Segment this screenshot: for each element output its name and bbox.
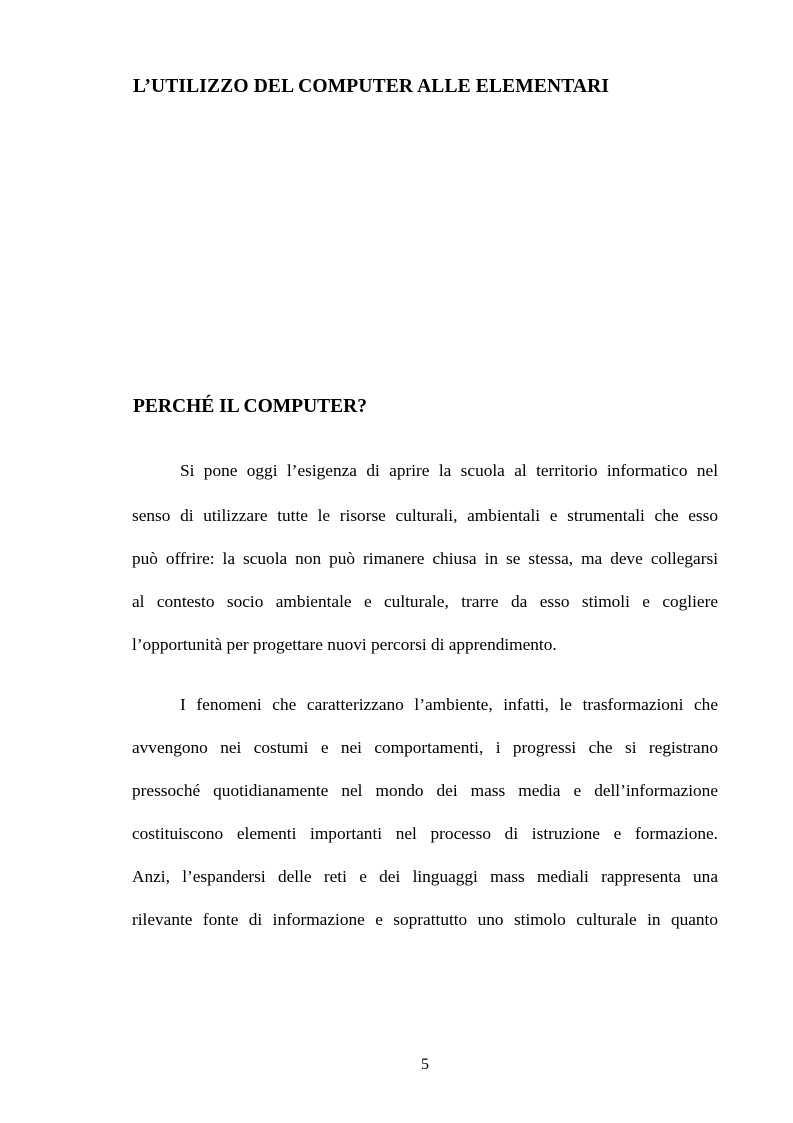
paragraph-line: costituiscono elementi importanti nel processo di istruzione e formazione.: [132, 824, 718, 843]
paragraph-line: avvengono nei costumi e nei comportamenti, i progressi che si registrano: [132, 738, 718, 757]
paragraph-line: pressoché quotidianamente nel mondo dei mass media e dell’informazione: [132, 781, 718, 800]
paragraph-line: al contesto socio ambientale e culturale, trarre da esso stimoli e cogliere: [132, 592, 718, 611]
paragraph-line: l’opportunità per progettare nuovi percorsi di apprendimento.: [132, 635, 557, 654]
paragraph-line: Anzi, l’espandersi delle reti e dei linguaggi mass mediali rappresenta una: [132, 867, 718, 886]
paragraph-line: Si pone oggi l’esigenza di aprire la scuola al territorio informatico nel: [180, 461, 718, 480]
paragraph-line: senso di utilizzare tutte le risorse culturali, ambientali e strumentali che esso: [132, 506, 718, 525]
paragraph-line: I fenomeni che caratterizzano l’ambiente, infatti, le trasformazioni che: [180, 695, 718, 714]
page-number: 5: [421, 1056, 429, 1073]
section-title: PERCHÉ IL COMPUTER?: [133, 396, 368, 417]
paragraph-line: può offrire: la scuola non può rimanere chiusa in se stessa, ma deve collegarsi: [132, 549, 718, 568]
chapter-title: L’UTILIZZO DEL COMPUTER ALLE ELEMENTARI: [133, 76, 610, 97]
paragraph-line: rilevante fonte di informazione e soprattutto uno stimolo culturale in quanto: [132, 910, 718, 929]
